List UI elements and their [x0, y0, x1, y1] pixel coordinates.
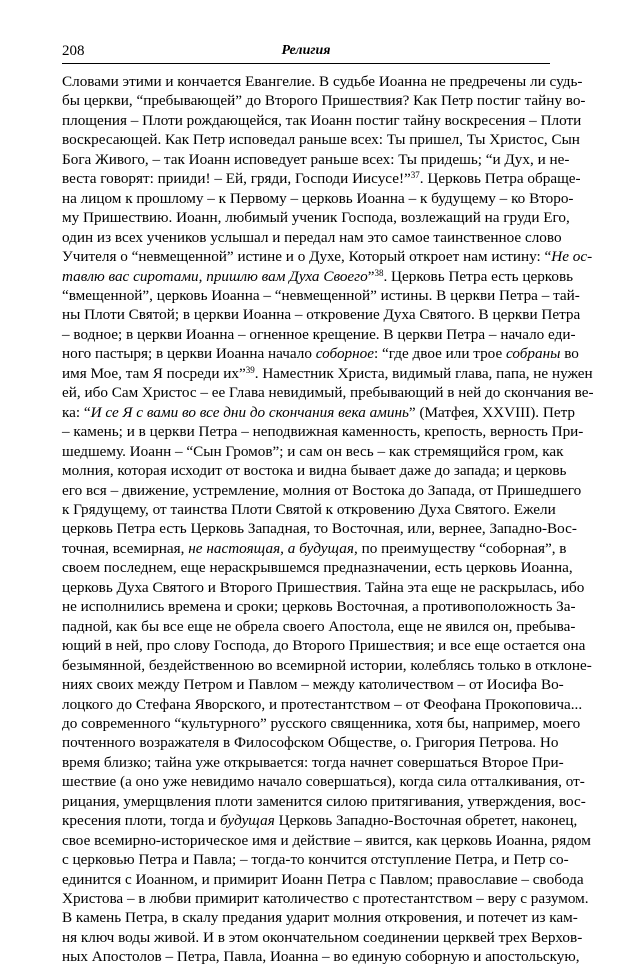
- page-header: [62, 42, 550, 62]
- italic-text: тавлю вас сиротами, пришлю вам Духа Своего: [62, 267, 368, 285]
- text-line: [62, 500, 556, 519]
- footnote-ref: 38: [374, 267, 384, 278]
- text-line: [62, 811, 578, 830]
- text-span: рицания, умерщвления плоти заменится силою притягивания, утверждения, вос-: [62, 792, 586, 810]
- text-line: [62, 111, 582, 130]
- text-line: [62, 461, 567, 480]
- text-line: [62, 286, 580, 305]
- text-span: веста говорят: прииди! – Ей, гряди, Господи Иисусе!”: [62, 170, 411, 188]
- text-span: точная, всемирная,: [62, 539, 189, 557]
- text-span: шествие (а оно уже невидимо начало совершаться), когда сила отталкивания, от-: [62, 773, 585, 791]
- text-span: во: [560, 345, 579, 363]
- text-span: один из всех учеников услышал и передал нам это самое таинственное слово: [62, 228, 562, 246]
- text-line: [62, 656, 592, 675]
- text-span: свое всемирно-историческое имя и действие – явится, как церковь Иоанна, рядом: [62, 831, 591, 849]
- text-span: Христова – в любви примирит католичество с протестантством – веру с разумом.: [62, 890, 589, 908]
- text-span: Словами этими и кончается Евангелие. В судьбе Иоанна не предречены ли судь-: [62, 73, 583, 90]
- text-line: [62, 714, 581, 733]
- text-span: ниях своих между Петром и Павлом – между католичеством – от Иосифа Во-: [62, 676, 564, 694]
- text-span: : “где двое или трое: [374, 345, 507, 363]
- text-span: до современного “культурного” русского священника, хотя бы, например, моего: [62, 714, 581, 732]
- text-span: церковь Петра есть Церковь Западная, то Восточная, или, вернее, Западно-Вос-: [62, 520, 577, 538]
- text-span: ня ключ воды живой. И в этом окончательном соединении церквей трех Верхов-: [62, 928, 583, 946]
- text-line: [62, 928, 583, 947]
- text-span: площения – Плоти рождающейся, так Иоанн постиг тайну воскресения – Плоти: [62, 111, 582, 129]
- text-span: В камень Петра, в скалу предания ударит молния откровения, и потечет из кам-: [62, 909, 578, 927]
- text-line: [62, 772, 585, 791]
- text-line: [62, 733, 559, 752]
- text-line: [62, 539, 567, 558]
- text-span: церковь Духа Святого и Второго Пришествия. Тайна эта еще не раскрылась, ибо: [62, 578, 585, 596]
- text-span: му Пришествию. Иоанн, любимый ученик Господа, возлежащий на груди Его,: [62, 209, 570, 227]
- text-span: “вмещенной”, церковь Иоанна – “невмещенной” истины. В церкви Петра – тай-: [62, 286, 580, 304]
- text-span: . Церковь Петра обраще-: [419, 170, 581, 188]
- text-line: [62, 636, 586, 655]
- text-span: молния, которая исходит от востока и видна бывает даже до запада; и церковь: [62, 462, 567, 480]
- footnote-ref: 37: [410, 170, 420, 181]
- text-span: ного пастыря; в церкви Иоанна начало: [62, 345, 316, 363]
- text-span: . Церковь Петра есть церковь: [383, 267, 574, 285]
- text-line: [62, 169, 581, 188]
- text-line: [62, 908, 578, 927]
- italic-text: Не ос-: [551, 248, 593, 266]
- text-span: имя Мое, там Я посреди их”: [62, 364, 246, 382]
- text-span: ей, ибо Сам Христос – ее Глава невидимый, пребывающий в ней до скончания ве-: [62, 384, 594, 402]
- text-line: [62, 130, 580, 149]
- italic-text: соборное: [315, 345, 375, 363]
- text-line: [62, 422, 584, 441]
- text-line: [62, 267, 574, 286]
- text-line: [62, 189, 574, 208]
- body-text: [62, 72, 594, 967]
- text-line: [62, 403, 576, 422]
- text-span: к Грядущему, от таинства Плоти Святой к откровению Духа Святого. Ежели: [62, 500, 556, 518]
- text-span: ” (Матфея, XXVIII). Петр: [408, 403, 576, 421]
- text-line: [62, 91, 586, 110]
- text-line: [62, 150, 570, 169]
- italic-text: И се Я с вами во все дни до скончания века аминь: [90, 403, 409, 421]
- text-line: [62, 208, 570, 227]
- text-line: [62, 675, 564, 694]
- text-line: [62, 228, 562, 247]
- text-line: [62, 870, 584, 889]
- text-span: ных Апостолов – Петра, Павла, Иоанна – во единую соборную и апостольскую,: [62, 948, 580, 966]
- text-line: [62, 753, 564, 772]
- text-span: . Наместник Христа, видимый глава, папа, не нужен: [254, 364, 593, 382]
- text-line: [62, 617, 576, 636]
- text-line: [62, 597, 576, 616]
- text-span: Бога Живого, – так Иоанн исповедует раньше всех: Ты придешь; “и Дух, и не-: [62, 150, 570, 168]
- text-span: – водное; в церкви Иоанна – огненное крещение. В церкви Петра – начало еди-: [62, 325, 576, 343]
- text-line: [62, 558, 573, 577]
- text-span: его вся – движение, устремление, молния от Востока до Запада, от Пришедшего: [62, 481, 582, 499]
- text-span: падной, как бы все еще не обрела своего Апостола, еще не явился он, пребыва-: [62, 617, 576, 635]
- italic-text: будущая: [219, 812, 275, 830]
- text-span: безымянной, бездейственною во всемирной истории, колеблясь только в отклоне-: [62, 656, 592, 674]
- text-line: [62, 72, 583, 91]
- text-span: Учителя о “невмещенной” истине и о Духе, Который откроет нам истину: “: [62, 248, 552, 266]
- text-line: [62, 383, 594, 402]
- text-span: – камень; и в церкви Петра – неподвижная каменность, крепость, верность При-: [62, 423, 584, 441]
- text-line: [62, 364, 593, 383]
- text-line: [62, 695, 583, 714]
- text-span: ка: “: [62, 403, 91, 421]
- text-span: шедшему. Иоанн – “Сын Громов”; и сам он весь – как стремящийся гром, как: [62, 442, 564, 460]
- text-line: [62, 247, 593, 266]
- text-span: почтенного возражателя в Философском Обществе, о. Григория Петрова. Но: [62, 734, 559, 752]
- text-line: [62, 481, 582, 500]
- text-line: [62, 831, 591, 850]
- header-rule: [62, 63, 550, 64]
- text-line: [62, 578, 585, 597]
- text-span: единится с Иоанном, и примирит Иоанн Петра с Павлом; православие – свобода: [62, 870, 584, 888]
- text-line: [62, 519, 577, 538]
- text-span: бы церкви, “пребывающей” до Второго Пришествия? Как Петр постиг тайну во-: [62, 92, 586, 110]
- text-span: на лицом к прошлому – к Первому – церковь Иоанна – к будущему – ко Второ-: [62, 189, 574, 207]
- text-line: [62, 947, 580, 966]
- footnote-ref: 39: [245, 364, 255, 375]
- text-span: время близко; тайна уже открывается: тогда начнет совершаться Второе При-: [62, 753, 564, 771]
- text-span: с церковью Петра и Павла; – тогда-то кончится отступление Петра, и Петр со-: [62, 851, 569, 869]
- text-line: [62, 889, 589, 908]
- text-line: [62, 305, 581, 324]
- text-span: не исполнились времена и сроки; церковь Восточная, а противоположность За-: [62, 598, 576, 616]
- text-span: ны Плоти Святой; в церкви Иоанна – откровение Духа Святого. В церкви Петра: [62, 306, 581, 324]
- text-span: своем последнем, еще нераскрывшемся предназначении, есть церковь Иоанна,: [62, 559, 573, 577]
- text-line: [62, 792, 586, 811]
- text-span: кресения плоти, тогда и: [62, 812, 220, 830]
- text-span: ющий в ней, про слову Господа, до Второго Пришествия; и все еще остается она: [62, 637, 586, 655]
- italic-text: собраны: [506, 345, 561, 363]
- text-line: [62, 325, 576, 344]
- text-span: ”: [367, 267, 375, 285]
- text-line: [62, 442, 564, 461]
- text-line: [62, 850, 569, 869]
- text-line: [62, 344, 579, 363]
- italic-text: не настоящая, а будущая: [188, 539, 354, 557]
- page-number: 208: [62, 43, 85, 59]
- text-span: Церковь Западно-Восточная обретет, наконец,: [274, 812, 578, 830]
- text-span: , по преимуществу “соборная”, в: [353, 539, 567, 557]
- text-span: лоцкого до Стефана Яворского, и протестантством – от Феофана Прокоповича...: [62, 695, 583, 713]
- running-head: Религия: [281, 43, 331, 58]
- text-span: воскресающей. Как Петр исповедал раньше всех: Ты пришел, Ты Христос, Сын: [62, 131, 580, 149]
